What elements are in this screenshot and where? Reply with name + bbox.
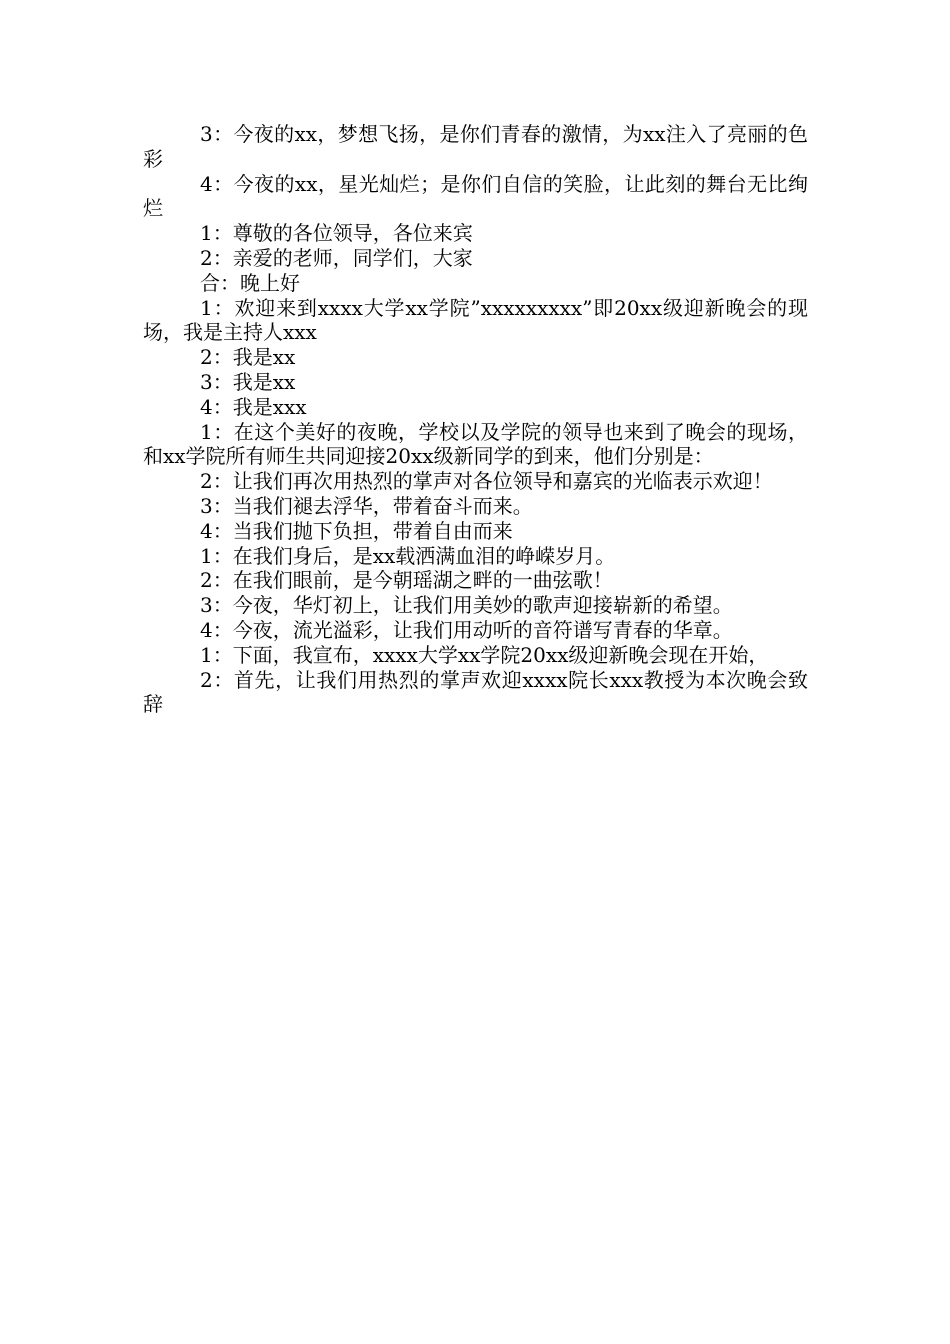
paragraph-16: 3：今夜，华灯初上，让我们用美妙的歌声迎接崭新的希望。 xyxy=(200,593,733,618)
paragraph-1: 3：今夜的xx，梦想飞扬，是你们青春的激情，为xx注入了亮丽的色彩 xyxy=(143,122,808,171)
paragraph-11: 2：让我们再次用热烈的掌声对各位领导和嘉宾的光临表示欢迎！ xyxy=(200,469,773,494)
paragraph-15: 2：在我们眼前，是今朝瑶湖之畔的一曲弦歌！ xyxy=(200,568,613,593)
paragraph-8: 3：我是xx xyxy=(200,369,296,394)
paragraph-14: 1：在我们身后，是xx载洒满血泪的峥嵘岁月。 xyxy=(200,543,616,568)
paragraph-9: 4：我是xxx xyxy=(200,394,307,419)
document-body xyxy=(143,122,808,717)
paragraph-2: 4：今夜的xx，星光灿烂；是你们自信的笑脸，让此刻的舞台无比绚烂 xyxy=(143,171,808,221)
paragraph-18: 1：下面，我宣布，xxxx大学xx学院20xx级迎新晚会现在开始， xyxy=(200,642,769,667)
paragraph-13: 4：当我们抛下负担，带着自由而来 xyxy=(200,518,513,543)
paragraph-5: 合：晚上好 xyxy=(200,270,300,295)
paragraph-7: 2：我是xx xyxy=(200,345,296,370)
paragraph-4: 2：亲爱的老师，同学们，大家 xyxy=(200,245,473,270)
paragraph-19: 2：首先，让我们用热烈的掌声欢迎xxxx院长xxx教授为本次晚会致辞 xyxy=(143,667,808,717)
paragraph-12: 3：当我们褪去浮华，带着奋斗而来。 xyxy=(200,493,533,518)
paragraph-6: 1：欢迎来到xxxx大学xx学院”xxxxxxxxx”即20xx级迎新晚会的现场，我是主持人xxx xyxy=(143,295,808,345)
paragraph-17: 4：今夜，流光溢彩，让我们用动听的音符谱写青春的华章。 xyxy=(200,617,733,642)
paragraph-3: 1：尊敬的各位领导，各位来宾 xyxy=(200,221,473,246)
paragraph-10: 1：在这个美好的夜晚，学校以及学院的领导也来到了晚会的现场，和xx学院所有师生共同迎接20xx级新同学的到来，他们分别是： xyxy=(143,419,808,469)
